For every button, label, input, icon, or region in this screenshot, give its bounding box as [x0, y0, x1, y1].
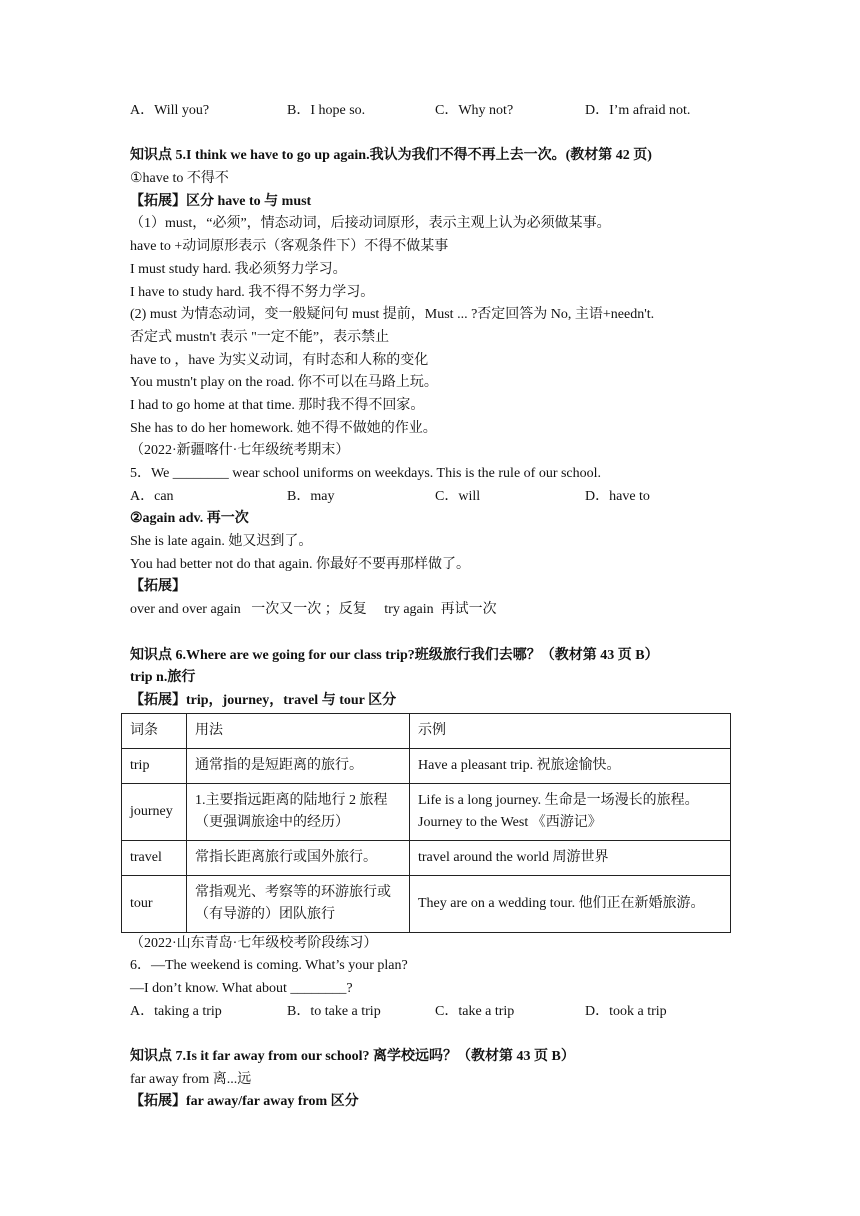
kp5-line: You had better not do that again. 你最好不要再那样做了。: [130, 556, 470, 572]
kp7-extension-title: 【拓展】far away/far away from 区分: [130, 1094, 359, 1110]
kp5-line: I have to study hard. 我不得不努力学习。: [130, 284, 375, 300]
kp5-heading: 知识点 5.I think we have to go up again.我认为我们不得不再上去一次。(教材第 42 页): [130, 148, 652, 164]
kp5-line: have to +动词原形表示（客观条件下）不得不做某事: [130, 239, 449, 255]
kp5-line: 否定式 mustn't 表示 "一定不能”，表示禁止: [130, 329, 390, 345]
option-a: A．can: [130, 488, 174, 504]
kp5-line: You mustn't play on the road. 你不可以在马路上玩。: [130, 375, 438, 391]
option-b: B．may: [287, 488, 335, 504]
q6-question: —I don’t know. What about ________?: [130, 980, 353, 996]
kp5-extension-title: 【拓展】区分 have to 与 must: [130, 193, 312, 209]
q6-options: [130, 1001, 740, 1024]
table-row: [122, 875, 731, 932]
kp6-sub: trip n.旅行: [130, 670, 196, 686]
kp6-heading: 知识点 6.Where are we going for our class trip?班级旅行我们去哪？（教材第 43 页 B）: [130, 647, 659, 663]
table-header-row: [122, 713, 731, 748]
table-cell: They are on a wedding tour. 他们正在新婚旅游。: [410, 875, 731, 932]
kp5-line: （1）must，“必须”，情态动词，后接动词原形，表示主观上认为必须做某事。: [130, 216, 611, 232]
kp5-extension2-line: over and over again 一次又一次 ；反复 try again 再试一次: [130, 602, 497, 618]
option-c: C．Why not?: [435, 103, 514, 118]
kp5-item1: ①have to 不得不: [130, 171, 229, 187]
table-row: [122, 783, 731, 840]
kp6-source: （2022·山东青岛·七年级校考阶段练习）: [130, 935, 378, 951]
table-header-cell: 用法: [187, 713, 410, 748]
table-cell: Life is a long journey. 生命是一场漫长的旅程。Journey to the West 《西游记》: [410, 783, 731, 840]
table-cell: 常指长距离旅行或国外旅行。: [187, 840, 410, 875]
kp5-line: She is late again. 她又迟到了。: [130, 534, 313, 550]
kp6-extension-title: 【拓展】trip，journey，travel 与 tour 区分: [130, 692, 397, 708]
option-a: A．Will you?: [130, 103, 210, 118]
kp5-line: I must study hard. 我必须努力学习。: [130, 261, 347, 277]
kp5-line: have to ，have 为实义动词，有时态和人称的变化: [130, 352, 429, 368]
kp5-line: (2) must 为情态动词，变一般疑问句 must 提前，Must ... ?否定回答为 No, 主语+needn't.: [130, 307, 655, 323]
kp5-extension2-title: 【拓展】: [130, 579, 186, 595]
table-cell: 常指观光、考察等的环游旅行或（有导游的）团队旅行: [187, 875, 410, 932]
kp5-item2: ②again adv. 再一次: [130, 511, 249, 527]
table-cell: 通常指的是短距离的旅行。: [187, 748, 410, 783]
trip-comparison-table: [121, 713, 731, 933]
option-b: B．to take a trip: [287, 1003, 381, 1019]
option-c: C．will: [435, 488, 481, 504]
q4-options: [130, 100, 740, 123]
kp5-line: She has to do her homework. 她不得不做她的作业。: [130, 420, 437, 436]
table-cell: tour: [122, 875, 187, 932]
q5-question: 5．We ________ wear school uniforms on weekdays. This is the rule of our school.: [130, 466, 602, 481]
option-d: D．I’m afraid not.: [585, 103, 691, 118]
option-d: D．took a trip: [585, 1003, 667, 1019]
kp7-heading: 知识点 7.Is it far away from our school? 离学校远吗？（教材第 43 页 B）: [130, 1049, 575, 1064]
table-cell: trip: [122, 748, 187, 783]
kp5-source: （2022·新疆喀什·七年级统考期末）: [130, 443, 350, 459]
table-cell: journey: [122, 783, 187, 840]
option-b: B．I hope so.: [287, 103, 366, 118]
q6-question: 6．—The weekend is coming. What’s your plan?: [130, 958, 408, 974]
table-cell: travel around the world 周游世界: [410, 840, 731, 875]
table-cell: 1.主要指远距离的陆地行 2 旅程（更强调旅途中的经历）: [187, 783, 410, 840]
q5-options: [130, 486, 740, 509]
kp7-line: far away from 离...远: [130, 1071, 252, 1087]
table-row: [122, 748, 731, 783]
table-cell: travel: [122, 840, 187, 875]
table-cell: Have a pleasant trip. 祝旅途愉快。: [410, 748, 731, 783]
option-a: A．taking a trip: [130, 1003, 222, 1019]
option-d: D．have to: [585, 488, 650, 504]
kp5-line: I had to go home at that time. 那时我不得不回家。: [130, 397, 425, 413]
table-header-cell: 示例: [410, 713, 731, 748]
table-row: [122, 840, 731, 875]
option-c: C．take a trip: [435, 1003, 515, 1019]
table-header-cell: 词条: [122, 713, 187, 748]
document-page: [130, 100, 740, 1114]
